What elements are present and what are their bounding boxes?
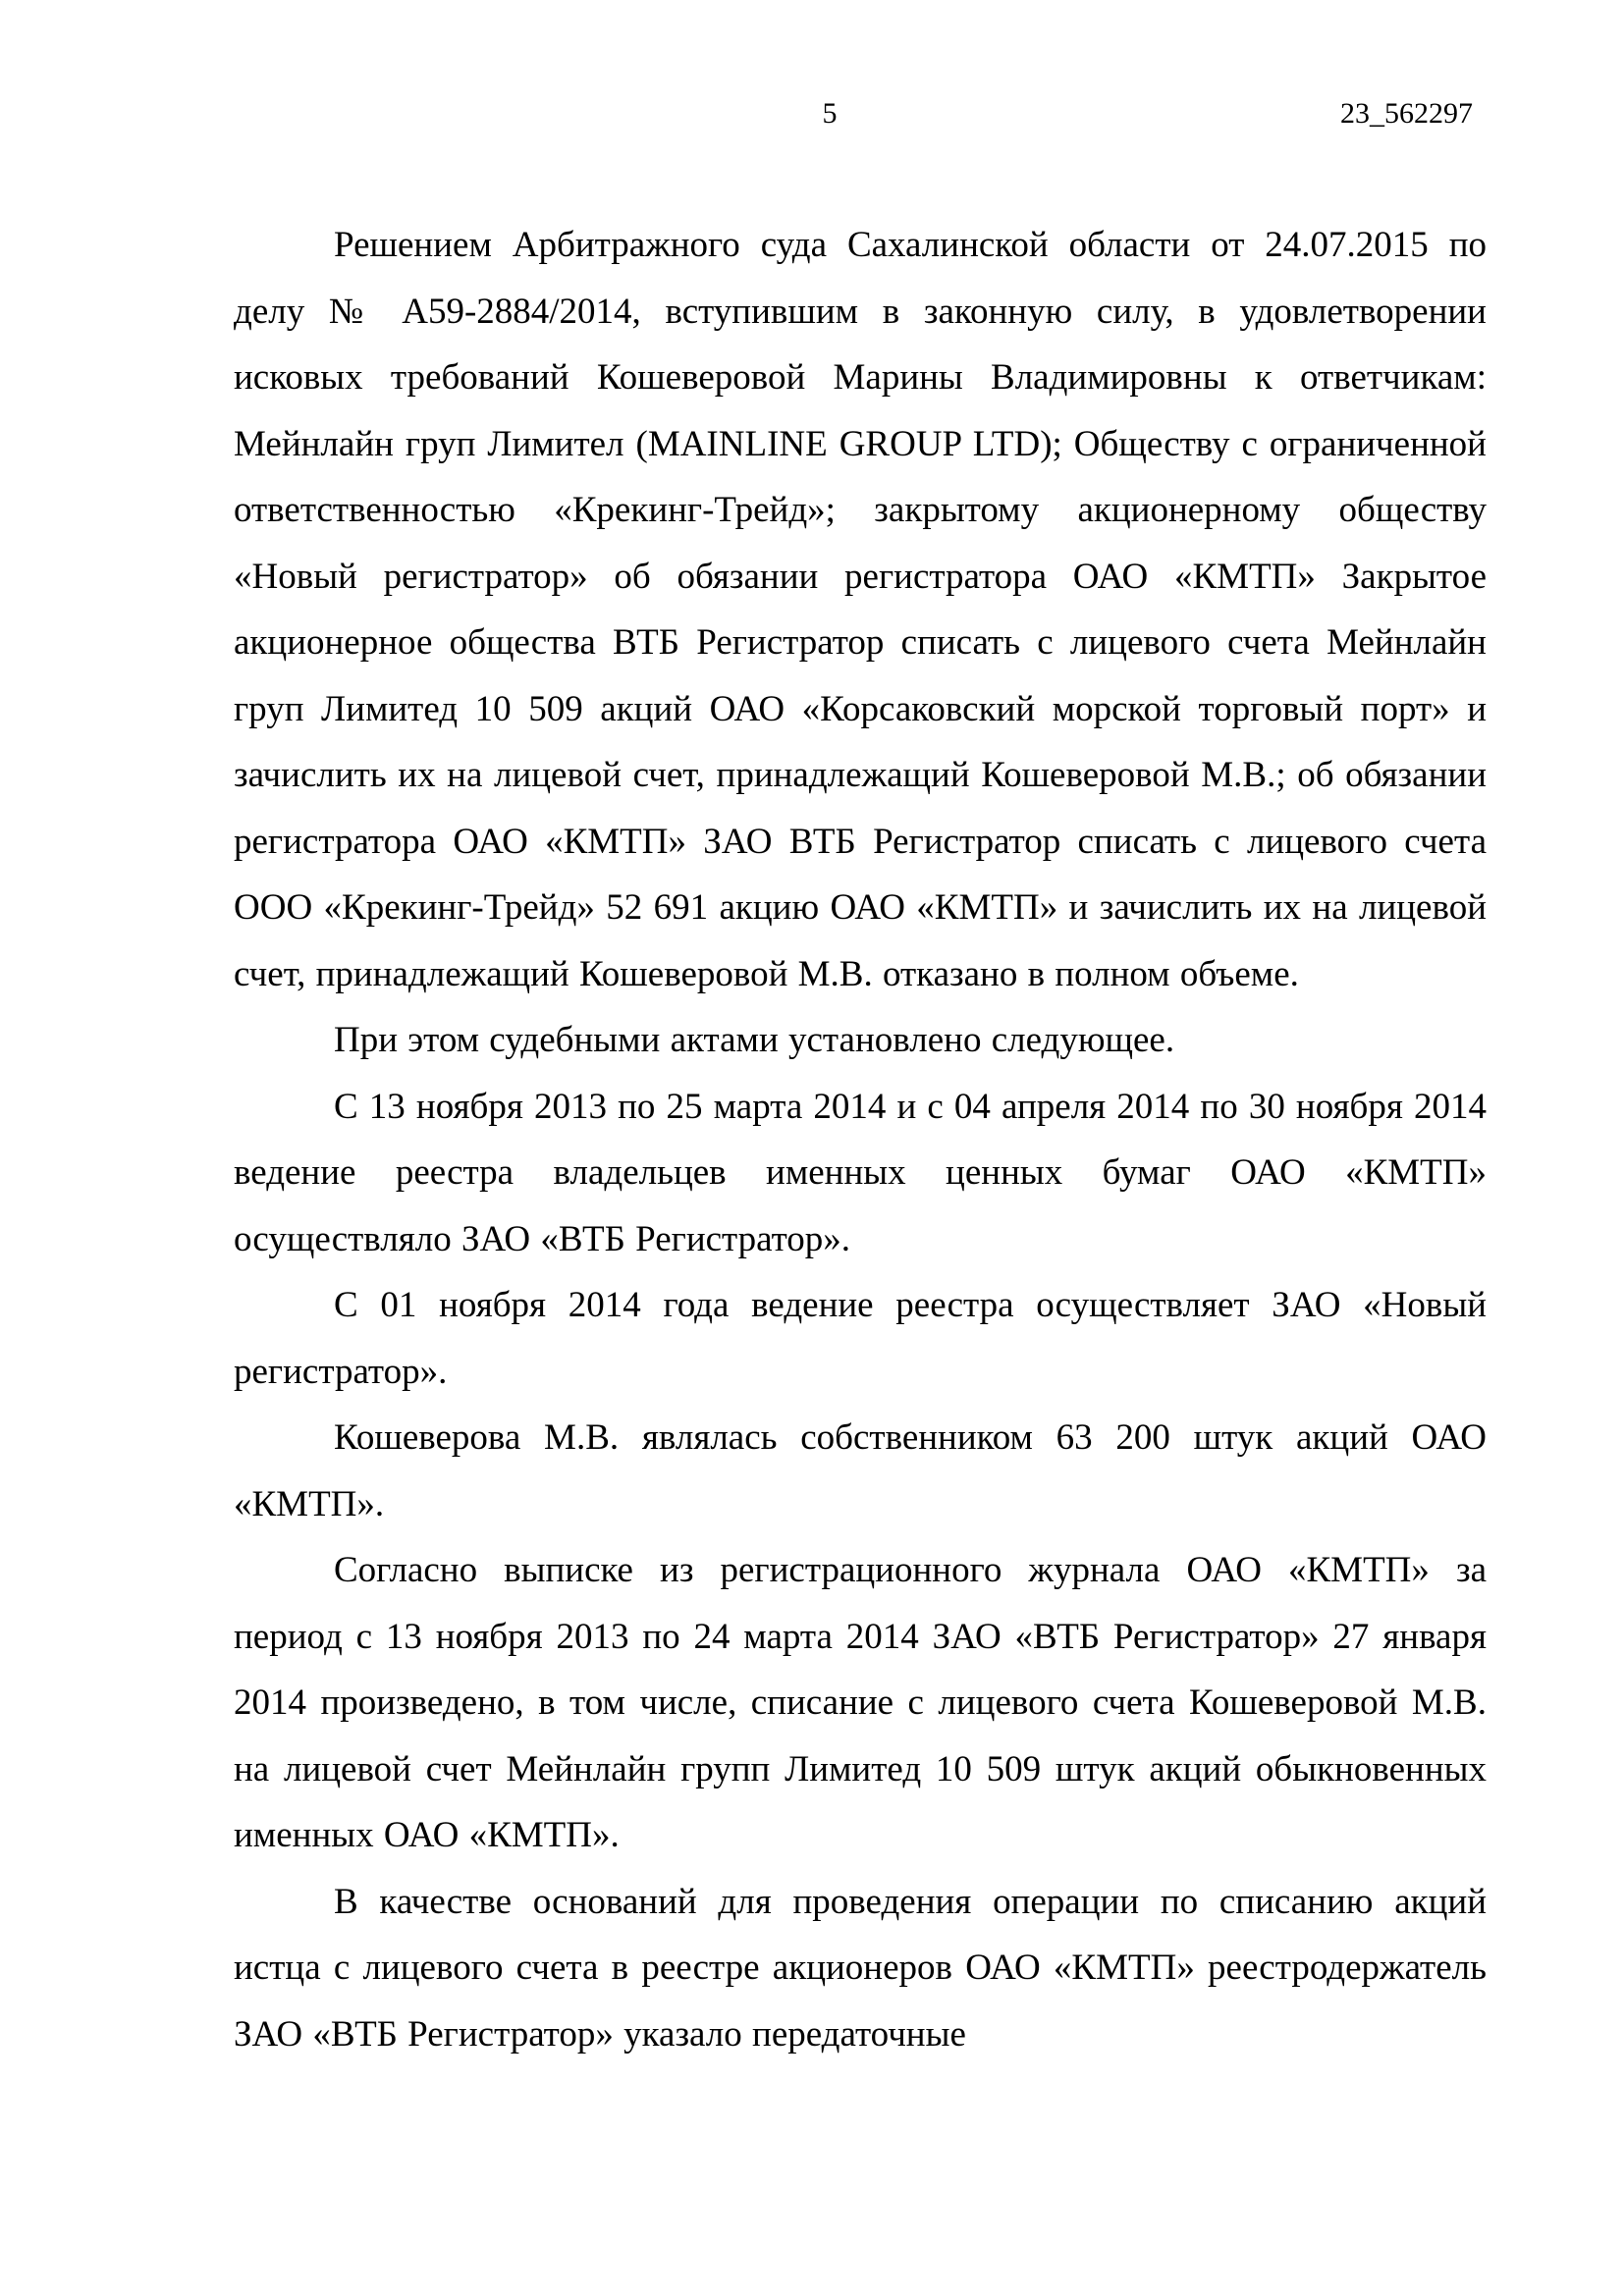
document-body [234,212,1487,2067]
paragraph-journal-extract: Согласно выписке из регистрационного журнала ОАО «КМТП» за период с 13 ноября 2013 по 24 марта 2014 ЗАО «ВТБ Регистратор» 27 января 2014 произведено, в том числе, списание с лицевого счета Кошеверовой М.В. на лицевой счет Мейнлайн групп Лимитед 10 509 штук акций обыкновенных именных ОАО «КМТП». [234,1550,1487,1855]
paragraph-registry-vtb: С 13 ноября 2013 по 25 марта 2014 и с 04 апреля 2014 по 30 ноября 2014 ведение реестра владельцев именных ценных бумаг ОАО «КМТП» осуществляло ЗАО «ВТБ Регистратор». [234,1086,1487,1259]
paragraph-established-facts: При этом судебными актами установлено следующее. [334,1020,1175,1060]
paragraph-owner-shares: Кошеверова М.В. являлась собственником 63 200 штук акций ОАО «КМТП». [234,1417,1487,1524]
paragraph-grounds: В качестве оснований для проведения операции по списанию акций истца с лицевого счета в реестре акционеров ОАО «КМТП» реестродержатель ЗАО «ВТБ Регистратор» указало передаточные [234,1881,1487,2055]
case-id: 23_562297 [1340,97,1473,130]
page-number: 5 [822,97,838,130]
paragraph-court-decision: Решением Арбитражного суда Сахалинской области от 24.07.2015 по делу № А59-2884/2014, вступившим в законную силу, в удовлетворении исковых требований Кошеверовой Марины Владимировны к ответчикам: Мейнлайн груп Лимител (MAINLINE GROUP LTD); Обществу с ограниченной ответственностью «Крекинг-Трейд»; закрытому акционерному обществу «Новый регистратор» об обязании регистратора ОАО «КМТП» Закрытое акционерное общества ВТБ Регистратор списать с лицевого счета Мейнлайн груп Лимитед 10 509 акций ОАО «Корсаковский морской торговый порт» и зачислить их на лицевой счет, принадлежащий Кошеверовой М.В.; об обязании регистратора ОАО «КМТП» ЗАО ВТБ Регистратор списать с лицевого счета ООО «Крекинг-Трейд» 52 691 акцию ОАО «КМТП» и зачислить их на лицевой счет, принадлежащий Кошеверовой М.В. отказано в полном объеме. [234,225,1487,994]
paragraph-registry-new: С 01 ноября 2014 года ведение реестра осуществляет ЗАО «Новый регистратор». [234,1285,1487,1392]
